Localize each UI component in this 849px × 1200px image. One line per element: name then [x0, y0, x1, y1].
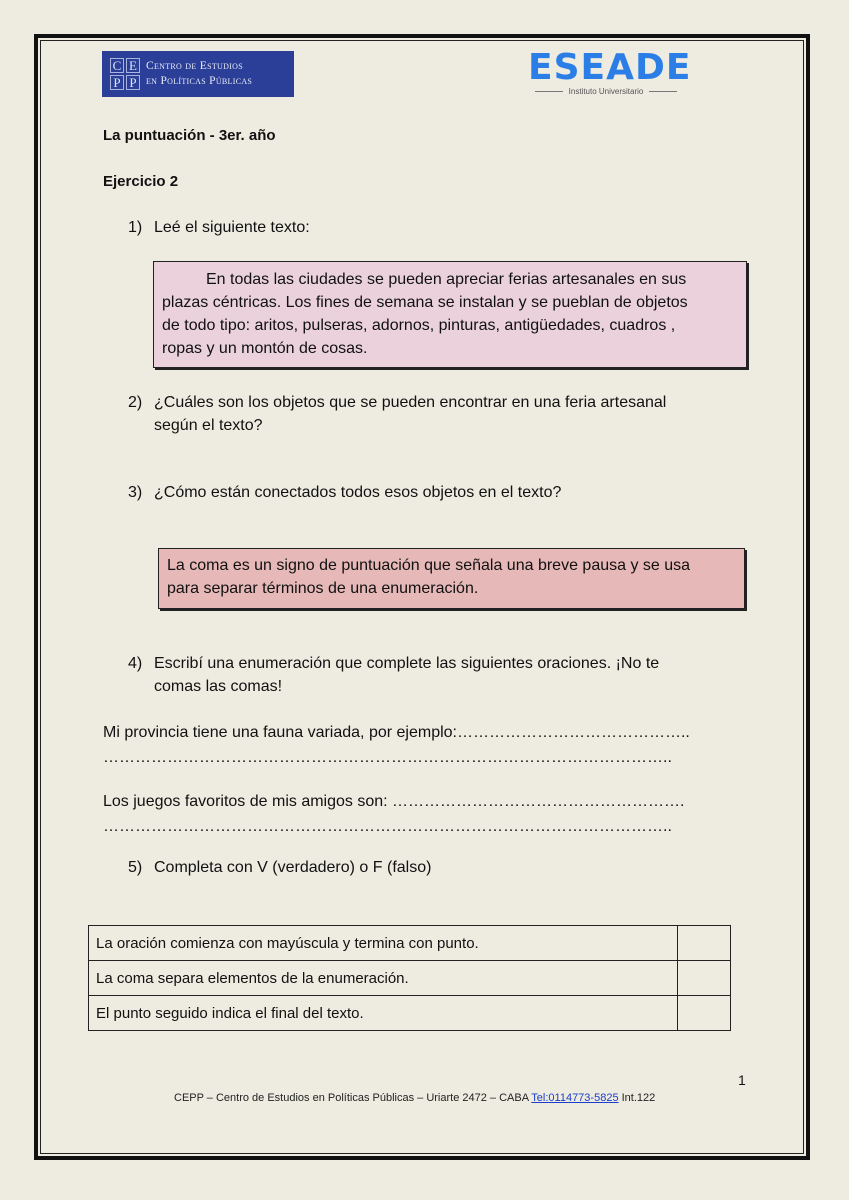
- rule-line: para separar términos de una enumeración.: [167, 580, 479, 597]
- table-row: [89, 926, 731, 961]
- cepp-letter: C: [110, 58, 124, 73]
- statement-cell: La oración comienza con mayúscula y termina con punto.: [89, 926, 678, 961]
- reading-text-box: [153, 261, 747, 368]
- answer-cell[interactable]: [678, 961, 731, 996]
- cepp-name-line1: Centro de Estudios: [146, 60, 243, 72]
- question-number: 2): [128, 394, 143, 411]
- true-false-table: [88, 925, 731, 1031]
- question-text: ¿Cómo están conectados todos esos objetos en el texto?: [154, 484, 562, 501]
- reading-line: ropas y un montón de cosas.: [162, 340, 368, 357]
- rule-line: La coma es un signo de puntuación que señala una breve pausa y se usa: [167, 557, 691, 574]
- exercise-title: Ejercicio 2: [103, 173, 179, 190]
- table-row: [89, 996, 731, 1031]
- page-number: 1: [738, 1072, 746, 1088]
- footer-extension: Int.122: [618, 1092, 656, 1104]
- statement-cell: El punto seguido indica el final del texto.: [89, 996, 678, 1031]
- question-number: 3): [128, 484, 143, 501]
- question-text: Escribí una enumeración que complete las siguientes oraciones. ¡No te comas las comas!: [154, 655, 660, 695]
- fill-in-sentence-1-continuation[interactable]: ……………………………………………………………………………………………..: [103, 749, 672, 766]
- statement-cell: La coma separa elementos de la enumeración.: [89, 961, 678, 996]
- answer-cell[interactable]: [678, 926, 731, 961]
- question-text: ¿Cuáles son los objetos que se pueden encontrar en una feria artesanal según el texto?: [154, 394, 667, 434]
- rule-box: [158, 548, 745, 609]
- question-number: 1): [128, 219, 143, 236]
- footer-text: CEPP – Centro de Estudios en Políticas Públicas – Uriarte 2472 – CABA: [174, 1092, 532, 1104]
- cepp-letter-grid: [110, 58, 140, 90]
- reading-line: plazas céntricas. Los fines de semana se instalan y se pueblan de objetos: [162, 294, 688, 311]
- question-text: Completa con V (verdadero) o F (falso): [154, 859, 432, 876]
- cepp-logo: [102, 51, 294, 97]
- reading-line: En todas las ciudades se pueden apreciar ferias artesanales en sus: [206, 271, 687, 288]
- cepp-name: [146, 59, 252, 89]
- divider: [649, 91, 677, 92]
- cepp-letter: P: [126, 75, 140, 90]
- eseade-subtitle-row: [528, 87, 684, 96]
- divider: [535, 91, 563, 92]
- footer: [174, 1092, 655, 1104]
- fill-in-sentence-2[interactable]: Los juegos favoritos de mis amigos son: ……………………………………………….: [103, 793, 685, 810]
- fill-in-sentence-2-continuation[interactable]: ……………………………………………………………………………………………..: [103, 818, 672, 835]
- question-number: 4): [128, 655, 143, 672]
- cepp-name-line2: en Políticas Públicas: [146, 75, 253, 87]
- eseade-name: ESEADE: [528, 47, 692, 88]
- phone-link[interactable]: Tel:0114773-5825: [531, 1092, 619, 1104]
- question-text: Leé el siguiente texto:: [154, 219, 310, 236]
- eseade-subtitle: Instituto Universitario: [568, 87, 644, 96]
- question-number: 5): [128, 859, 143, 876]
- cepp-letter: E: [126, 58, 140, 73]
- table-row: [89, 961, 731, 996]
- cepp-letter: P: [110, 75, 124, 90]
- reading-line: de todo tipo: aritos, pulseras, adornos, pinturas, antigüedades, cuadros ,: [162, 317, 676, 334]
- answer-cell[interactable]: [678, 996, 731, 1031]
- eseade-logo: [528, 47, 692, 96]
- fill-in-sentence-1[interactable]: Mi provincia tiene una fauna variada, por ejemplo:……………………………………..: [103, 724, 690, 741]
- page-title: La puntuación - 3er. año: [103, 127, 276, 144]
